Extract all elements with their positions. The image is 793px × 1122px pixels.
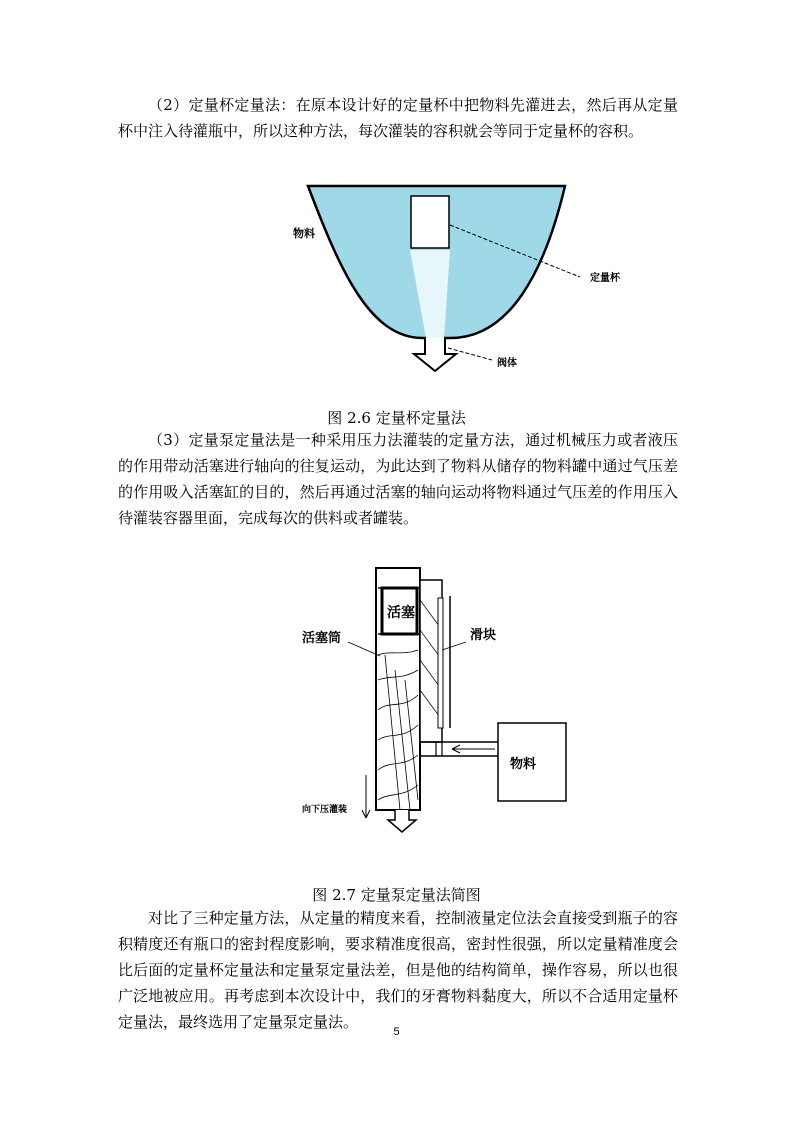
figure-2-7-diagram (290, 560, 590, 840)
label-press-down: 向下压灌装 (302, 805, 348, 815)
label-cylinder: 活塞筒 (302, 631, 342, 646)
label-slider: 滑块 (470, 628, 497, 643)
label-material: 物料 (293, 227, 315, 240)
label-cup: 定量杯 (590, 273, 620, 284)
caption-figure-2-6: 图 2.6 定量杯定量法 (327, 409, 466, 427)
paragraph-2: （3）定量泵定量法是一种采用压力法灌装的定量方法，通过机械压力或者液压的作用带动活塞进行轴向的往复运动，为此达到了物料从储存的物料罐中通过气压差的作用吸入活塞缸的目的，然后再通过活塞的轴向运动将物料通过气压差的作用压入待灌装容器里面，完成每次的供料或者罐装。 (118, 431, 678, 527)
paragraph-1: （2）定量杯定量法：在原本设计好的定量杯中把物料先灌进去，然后再从定量杯中注入待灌瓶中，所以这种方法，每次灌装的容积就会等同于定量杯的容积。 (118, 96, 678, 140)
outlet-arrow (388, 810, 416, 832)
label-piston: 活塞 (387, 605, 415, 621)
caption-figure-2-7: 图 2.7 定量泵定量法简图 (312, 886, 481, 904)
page-number: 5 (393, 1026, 400, 1038)
label-material: 物料 (510, 757, 537, 772)
slider (438, 598, 443, 728)
paragraph-3: 对比了三种定量方法，从定量的精度来看，控制液量定位法会直接受到瓶子的容积精度还有瓶口的密封程度影响，要求精准度很高，密封性很强，所以定量精准度会比后面的定量杯定量法和定量泵定量法差，但是他的结构简单，操作容易，所以也很广泛地被应用。再考虑到本次设计中，我们的牙膏物料黏度大，所以不合适用定量杯定量法，最终选用了定量泵定量法。 (118, 909, 678, 1031)
label-funnel: 阀体 (497, 358, 517, 369)
figure-2-6-diagram (280, 180, 620, 380)
measuring-cup (411, 196, 449, 248)
outlet-arrow (414, 338, 456, 371)
